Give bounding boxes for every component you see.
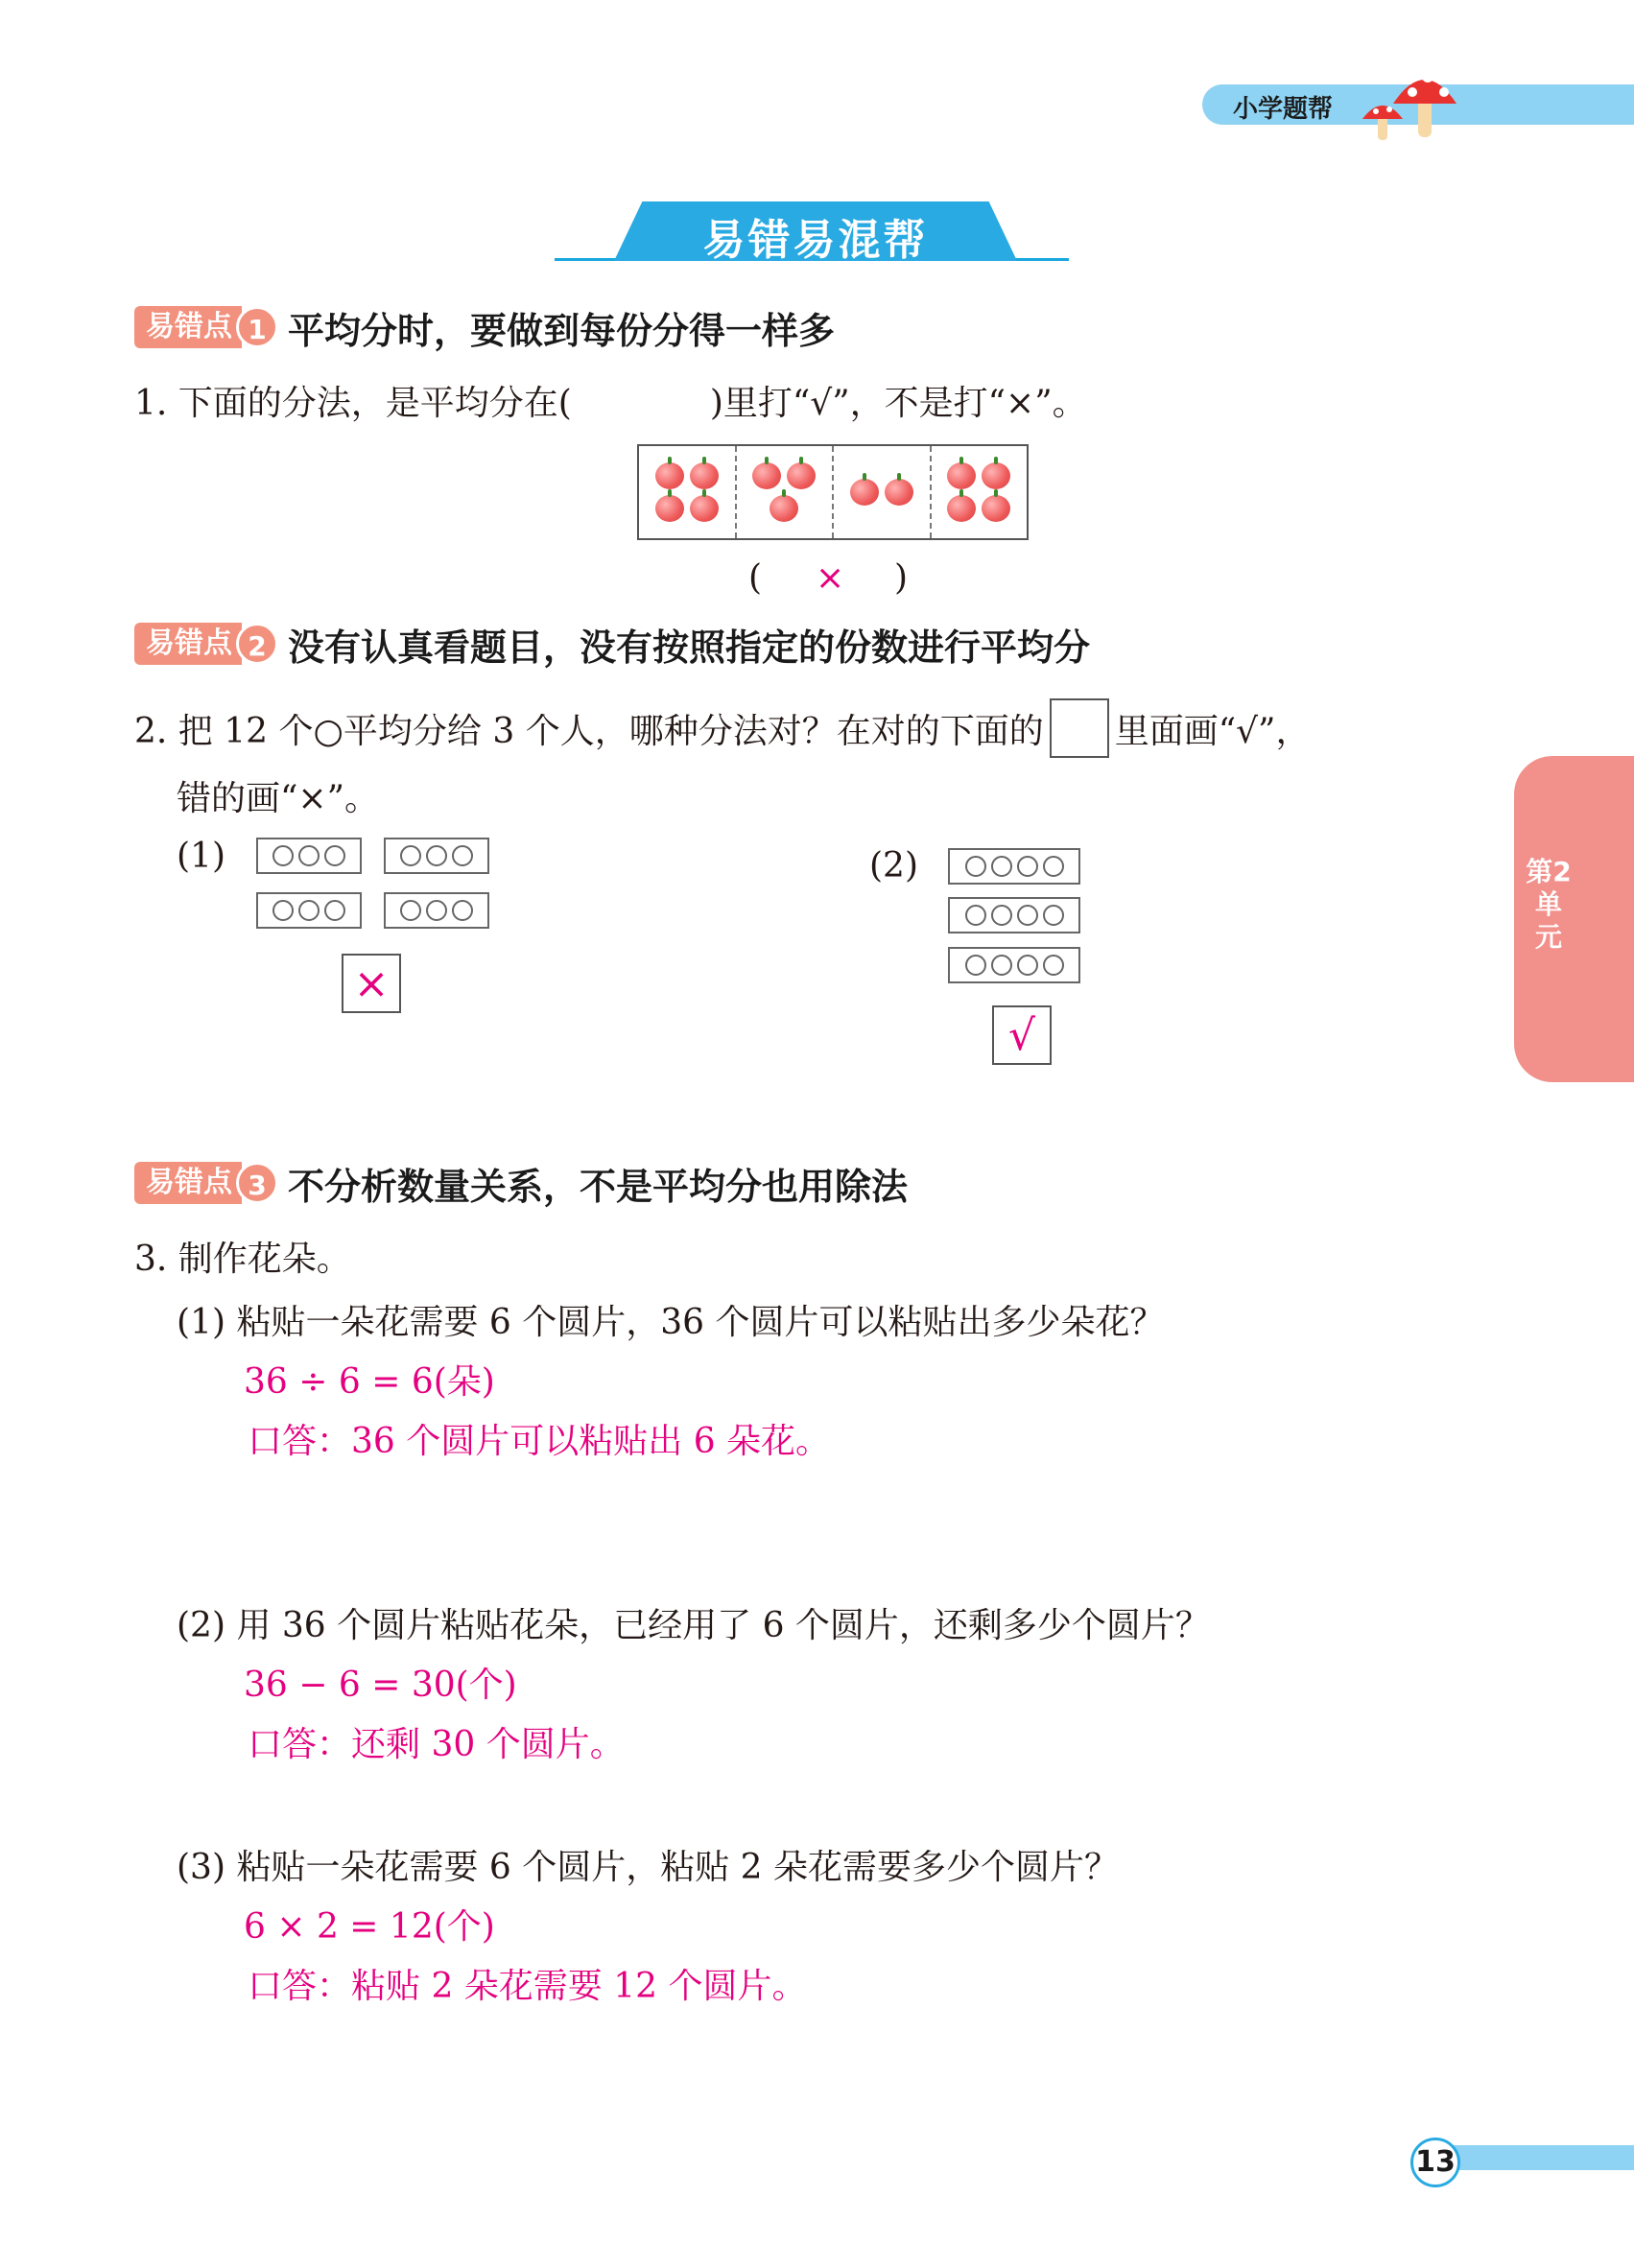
q2-option-2-answer-box[interactable]: √ <box>992 1005 1052 1065</box>
apple-icon <box>752 462 781 489</box>
apple-icon <box>850 479 879 506</box>
circle-group <box>384 838 489 874</box>
banner-title: 易错易混帮 <box>702 216 929 265</box>
circle-group <box>948 848 1080 885</box>
apple-icon <box>690 495 719 522</box>
q3-part3-question: (3) 粘贴一朵花需要 6 个圆片，粘贴 2 朵花需要多少个圆片？ <box>177 1848 1120 1887</box>
brand-text: 小学题帮 <box>1233 95 1334 124</box>
q2-option-1-label: (1) <box>177 837 225 876</box>
q2-option-2-label: (2) <box>869 846 918 886</box>
q3-part1-answer: 口答：36 个圆片可以粘贴出 6 朵花。 <box>248 1422 831 1461</box>
apple-division-box <box>637 444 1029 540</box>
section-3-header <box>134 1161 909 1208</box>
section-tag: 易错点 <box>134 1162 242 1204</box>
section-tag: 易错点 <box>134 623 242 665</box>
apple-icon <box>982 462 1010 489</box>
apple-icon <box>947 462 976 489</box>
q3-title: 3. 制作花朵。 <box>134 1240 351 1279</box>
q3-part2-question: (2) 用 36 个圆片粘贴花朵，已经用了 6 个圆片，还剩多少个圆片？ <box>177 1606 1210 1645</box>
q3-part3-calc: 6 × 2 = 12(个) <box>244 1907 495 1947</box>
section-number: 3 <box>236 1162 278 1204</box>
apple-group <box>834 446 932 538</box>
mushroom-icon <box>1353 56 1458 147</box>
circle-group <box>948 897 1080 933</box>
q1-text: 1. 下面的分法，是平均分在( )里打“√”，不是打“×”。 <box>134 384 1087 423</box>
q2-option-1-answer-box[interactable]: × <box>342 954 401 1013</box>
circle-group <box>256 892 362 929</box>
apple-icon <box>770 495 798 522</box>
apple-group <box>639 446 737 538</box>
apple-icon <box>982 495 1010 522</box>
q2-line1 <box>134 698 1310 758</box>
q2-line2: 错的画“×”。 <box>177 779 379 818</box>
q2-text-b: 里面画“√”， <box>1114 711 1311 751</box>
section-2-header <box>134 622 1091 669</box>
apple-group <box>932 446 1028 538</box>
answer-box-sample <box>1050 698 1109 758</box>
q3-part1-calc: 36 ÷ 6 = 6(朵) <box>244 1362 495 1402</box>
section-title: 不分析数量关系，不是平均分也用除法 <box>288 1165 909 1208</box>
apple-icon <box>787 462 816 489</box>
q1-answer-close: ) <box>894 558 909 598</box>
q3-part1-question: (1) 粘贴一朵花需要 6 个圆片，36 个圆片可以粘贴出多少朵花？ <box>177 1303 1165 1342</box>
circle-group <box>384 892 489 929</box>
q3-part2-answer: 口答：还剩 30 个圆片。 <box>248 1725 625 1764</box>
section-1-header <box>134 305 836 352</box>
circle-group <box>256 838 362 874</box>
apple-icon <box>690 462 719 489</box>
section-title: 没有认真看题目，没有按照指定的份数进行平均分 <box>288 626 1091 669</box>
q2-text-a: 2. 把 12 个○平均分给 3 个人，哪种分法对？在对的下面的 <box>134 711 1044 751</box>
apple-group <box>737 446 835 538</box>
apple-icon <box>947 495 976 522</box>
apple-icon <box>655 462 684 489</box>
apple-icon <box>655 495 684 522</box>
q1-answer: × <box>816 558 845 598</box>
q3-part3-answer: 口答：粘贴 2 朵花需要 12 个圆片。 <box>248 1967 807 2006</box>
page-number: 13 <box>1410 2138 1460 2187</box>
section-number: 2 <box>236 623 278 665</box>
unit-label: 第2单元 <box>1526 856 1572 953</box>
section-title: 平均分时，要做到每份分得一样多 <box>288 309 836 352</box>
circle-group <box>948 947 1080 983</box>
apple-icon <box>885 479 913 506</box>
section-number: 1 <box>236 306 278 348</box>
q3-part2-calc: 36 − 6 = 30(个) <box>244 1666 517 1705</box>
q1-answer-open: ( <box>748 558 763 598</box>
section-tag: 易错点 <box>134 306 242 348</box>
